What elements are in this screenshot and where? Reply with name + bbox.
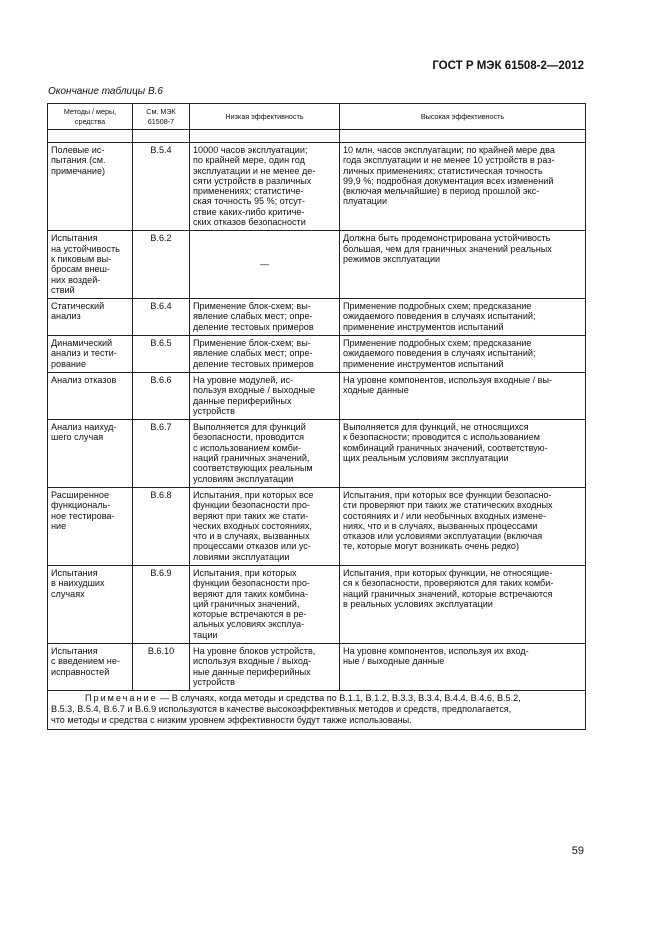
high-effectiveness-cell: Должна быть продемонстрирована устойчивость большая, чем для граничных значений реальных режимов эксплуатации bbox=[340, 231, 586, 299]
high-effectiveness-cell: На уровне компонентов, используя их вход- ные / выходные данные bbox=[340, 644, 586, 691]
table-row bbox=[48, 565, 586, 643]
table-row bbox=[48, 299, 586, 336]
low-effectiveness-cell: На уровне модулей, ис- пользуя входные / выходные данные периферийных устройств bbox=[190, 372, 340, 419]
high-effectiveness-cell: На уровне компонентов, используя входные / вы- ходные данные bbox=[340, 372, 586, 419]
method-cell: Динамический анализ и тести- рование bbox=[48, 336, 133, 373]
high-effectiveness-cell: Испытания, при которых все функции безопасно- сти проверяют при таких же статических входных состояниях и / или необычных входных измене- ниях, что и в случаях, вызванных процессами отказов или условиями эксплуатации (включая те, которые могут возникать очень редко) bbox=[340, 487, 586, 565]
header-high: Высокая эффективность bbox=[340, 104, 586, 130]
method-cell: Испытания на устойчивость к пиковым вы- бросам внеш- них воздей- ствий bbox=[48, 231, 133, 299]
methods-table bbox=[47, 103, 586, 730]
method-cell: Полевые ис- пытания (см. примечание) bbox=[48, 143, 133, 231]
header-spacer bbox=[48, 130, 586, 143]
header-methods: Методы / меры, средства bbox=[48, 104, 133, 130]
method-cell: Анализ наихуд- шего случая bbox=[48, 420, 133, 488]
table-row bbox=[48, 644, 586, 691]
table-row bbox=[48, 487, 586, 565]
table-row bbox=[48, 372, 586, 419]
header-low: Низкая эффективность bbox=[190, 104, 340, 130]
reference-cell: B.6.4 bbox=[133, 299, 190, 336]
table-row bbox=[48, 336, 586, 373]
reference-cell: B.6.9 bbox=[133, 565, 190, 643]
high-effectiveness-cell: Испытания, при которых функции, не относящие- ся к безопасности, проверяются для таких комби- наций граничных значений, которые встречаются в реальных условиях эксплуатации bbox=[340, 565, 586, 643]
low-effectiveness-cell: — bbox=[190, 231, 340, 299]
table-header-row bbox=[48, 104, 586, 130]
low-effectiveness-cell: Испытания, при которых функции безопасности про- веряют для таких комбина- ций граничных значений, которые встречаются в ре- альных условиях эксплуа- тации bbox=[190, 565, 340, 643]
note-text: — В случаях, когда методы и средства по B.1.1, B.1.2, B.3.3, B.3.4, B.4.4, B.4.6, B.5.2, B.5.3, B.5.4, B.6.7 и B.6.9 используются в качестве высокоэффективных методов и средств, предполагается, что методы и средства с низким уровнем эффективности будут также использованы. bbox=[51, 693, 521, 726]
method-cell: Испытания в наихудших случаях bbox=[48, 565, 133, 643]
table-row bbox=[48, 231, 586, 299]
reference-cell: B.6.2 bbox=[133, 231, 190, 299]
note-label: Примечание bbox=[85, 693, 158, 704]
page-number: 59 bbox=[571, 845, 584, 857]
method-cell: Статический анализ bbox=[48, 299, 133, 336]
high-effectiveness-cell: Выполняется для функций, не относящихся к безопасности; проводится с использованием комбинаций граничных значений, соответствую- щих реальным условиям эксплуатации bbox=[340, 420, 586, 488]
high-effectiveness-cell: Применение подробных схем; предсказание ожидаемого поведения в случаях испытаний; применение инструментов испытаний bbox=[340, 336, 586, 373]
low-effectiveness-cell: 10000 часов эксплуатации; по крайней мере, один год эксплуатации и не менее де- сяти устройств в различных применениях; статистиче- ская точность 95 %; отсут- ствие каких-либо критиче- ских отказов безопасности bbox=[190, 143, 340, 231]
reference-cell: B.6.10 bbox=[133, 644, 190, 691]
method-cell: Испытания с введением не- исправностей bbox=[48, 644, 133, 691]
table-note bbox=[48, 691, 586, 730]
table-row bbox=[48, 420, 586, 488]
table-caption: Окончание таблицы В.6 bbox=[48, 86, 163, 97]
low-effectiveness-cell: На уровне блоков устройств, используя входные / выход- ные данные периферийных устройств bbox=[190, 644, 340, 691]
method-cell: Расширенное функциональ- ное тестирова- ние bbox=[48, 487, 133, 565]
header-ref: См. МЭК 61508-7 bbox=[133, 104, 190, 130]
low-effectiveness-cell: Применение блок-схем; вы- явление слабых мест; опре- деление тестовых примеров bbox=[190, 336, 340, 373]
reference-cell: B.6.6 bbox=[133, 372, 190, 419]
low-effectiveness-cell: Применение блок-схем; вы- явление слабых мест; опре- деление тестовых примеров bbox=[190, 299, 340, 336]
reference-cell: B.5.4 bbox=[133, 143, 190, 231]
table-body bbox=[48, 143, 586, 691]
table-row bbox=[48, 143, 586, 231]
document-code: ГОСТ Р МЭК 61508-2—2012 bbox=[432, 60, 584, 72]
reference-cell: B.6.7 bbox=[133, 420, 190, 488]
note-row bbox=[48, 691, 586, 730]
high-effectiveness-cell: Применение подробных схем; предсказание ожидаемого поведения в случаях испытаний; применение инструментов испытаний bbox=[340, 299, 586, 336]
reference-cell: B.6.5 bbox=[133, 336, 190, 373]
high-effectiveness-cell: 10 млн. часов эксплуатации; по крайней мере два года эксплуатации и не менее 10 устройств в раз- личных применениях; статистическая точность 99,9 %; подробная документация всех изменений (включая мельчайшие) в период прошлой экс- плуатации bbox=[340, 143, 586, 231]
low-effectiveness-cell: Выполняется для функций безопасности, проводится с использованием комби- наций граничных значений, соответствующих реальным условиям эксплуатации bbox=[190, 420, 340, 488]
method-cell: Анализ отказов bbox=[48, 372, 133, 419]
low-effectiveness-cell: Испытания, при которых все функции безопасности про- веряют при таких же стати- ческих входных состояниях, что и в случаях, вызванных процессами отказов или ус- ловиями эксплуатации bbox=[190, 487, 340, 565]
reference-cell: B.6.8 bbox=[133, 487, 190, 565]
